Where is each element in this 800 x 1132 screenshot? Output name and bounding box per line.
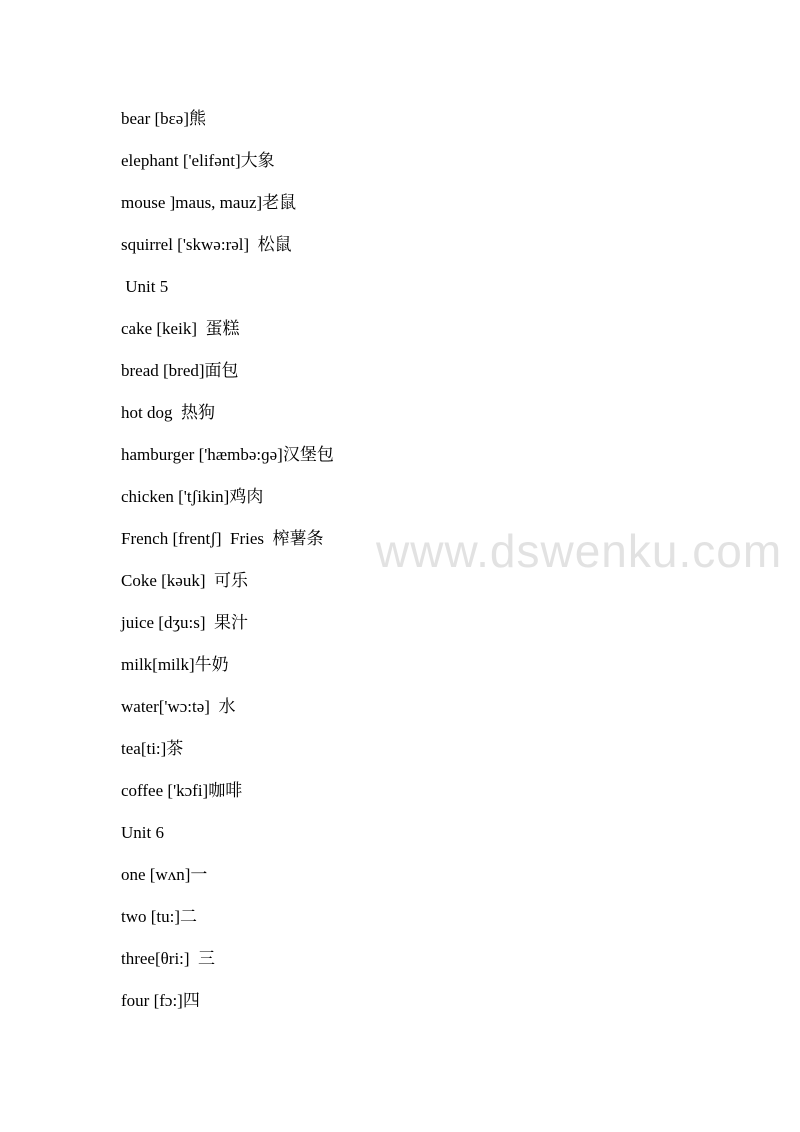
watermark-text: www.dswenku.com (376, 525, 783, 577)
vocab-line-coffee: coffee ['kɔfi]咖啡 (121, 781, 243, 800)
vocab-line-one: one [wʌn]一 (121, 865, 208, 884)
vocab-line-mouse: mouse ]maus, mauz]老鼠 (121, 193, 297, 212)
vocab-line-four: four [fɔ:]四 (121, 991, 200, 1010)
vocab-line-bread: bread [bred]面包 (121, 361, 239, 380)
vocab-line-three: three[θri:] 三 (121, 949, 216, 968)
vocab-line-tea: tea[ti:]茶 (121, 739, 184, 758)
unit-heading-6: Unit 6 (121, 823, 164, 842)
unit-heading-5: Unit 5 (121, 277, 169, 296)
vocab-line-french-fries: French [frentʃ] Fries 榨薯条 (121, 529, 324, 548)
vocab-line-milk: milk[milk]牛奶 (121, 655, 229, 674)
vocab-line-elephant: elephant ['elifənt]大象 (121, 151, 275, 170)
vocab-line-chicken: chicken ['tʃikin]鸡肉 (121, 487, 264, 506)
vocab-line-coke: Coke [kəuk] 可乐 (121, 571, 249, 590)
vocab-line-bear: bear [bεə]熊 (121, 109, 207, 128)
vocab-line-hot-dog: hot dog 热狗 (121, 403, 215, 422)
vocab-line-two: two [tu:]二 (121, 907, 198, 926)
vocab-line-juice: juice [dʒu:s] 果汁 (121, 613, 248, 632)
vocab-line-water: water['wɔ:tə] 水 (121, 697, 236, 716)
vocab-line-cake: cake [keik] 蛋糕 (121, 319, 240, 338)
vocab-line-hamburger: hamburger ['hæmbə:ɡə]汉堡包 (121, 445, 334, 464)
vocab-line-squirrel: squirrel ['skwə:rəl] 松鼠 (121, 235, 292, 254)
